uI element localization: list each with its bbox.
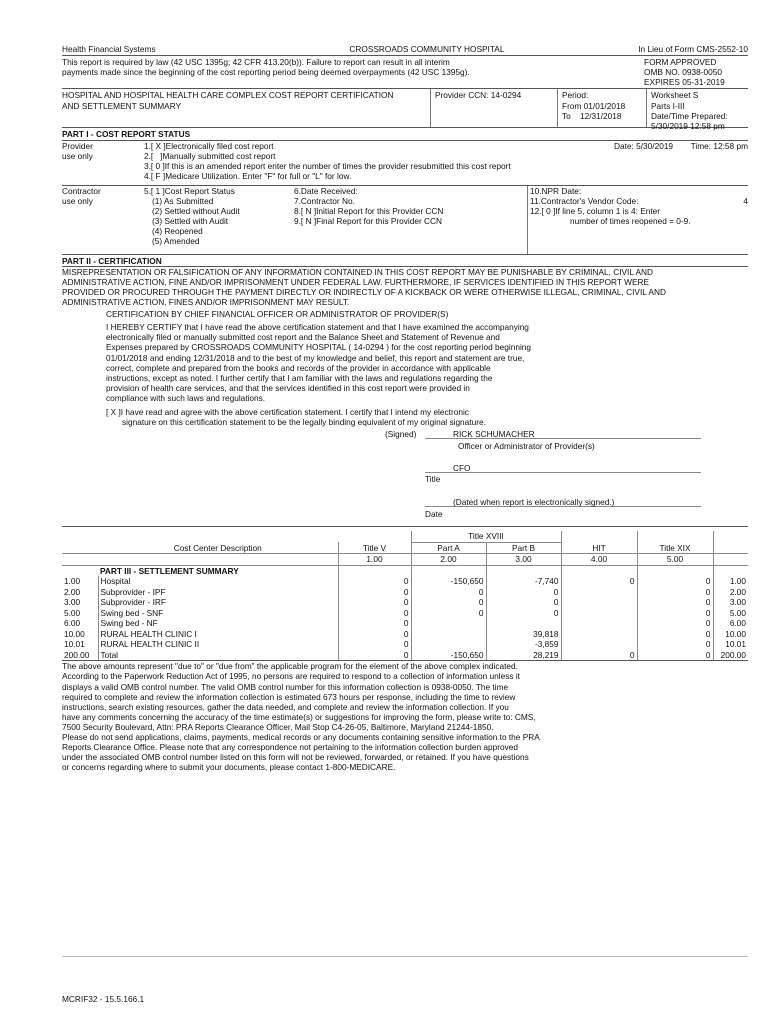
part-a-value: -150,650 (411, 650, 486, 661)
part2-heading: PART II - CERTIFICATION (62, 255, 162, 266)
title-xix-value: 0 (637, 650, 713, 661)
status-option: (5) Amended (152, 236, 200, 247)
part3-heading: PART III - SETTLEMENT SUMMARY (100, 565, 239, 576)
line-ref: 3.00 (713, 597, 748, 608)
contractor-section (62, 186, 748, 254)
part-b-header: Part B (486, 542, 561, 554)
status-item-4: 4.[ F ]Medicare Utilization. Enter "F" for full or "L" for low. (144, 170, 352, 181)
title-v-header: Title V (338, 542, 411, 554)
cert-line: correct, complete and prepared from the books and records of the provider in accordance with applicable (106, 362, 491, 373)
notice-line: According to the Paperwork Reduction Act of 1995, no persons are required to respond to a collection of information unless it (62, 671, 520, 682)
line-ref: 5.00 (713, 608, 748, 619)
cost-center: Total (98, 650, 338, 661)
table-row (62, 597, 748, 608)
settlement-summary-table (62, 531, 748, 660)
part-b-value: 0 (486, 597, 561, 608)
col-num: 1.00 (338, 554, 411, 566)
line-ref: 6.00 (713, 618, 748, 629)
initial-report: 8.[ N ]Initial Report for this Provider CCN (294, 205, 444, 216)
paperwork-notice (62, 661, 748, 772)
report-title: HOSPITAL AND HOSPITAL HEALTH CARE COMPLEX COST REPORT CERTIFICATION (62, 90, 394, 101)
table-row (62, 576, 748, 587)
title-xix-value: 0 (637, 576, 713, 587)
filing-date: Date: 5/30/2019 (614, 140, 674, 151)
vendor-code: 4 (743, 195, 748, 206)
title-v-value: 0 (338, 650, 411, 661)
title-block (62, 89, 748, 131)
status-item-1: 1.[ X ]Electronically filed cost report (144, 140, 274, 151)
line-number: 3.00 (64, 597, 81, 608)
title-v-value: 0 (338, 629, 411, 640)
part-b-value (486, 618, 561, 629)
hit-value: 0 (561, 650, 637, 661)
col-num: 3.00 (486, 554, 561, 566)
period-label: Period: (562, 90, 589, 101)
status-option: (4) Reopened (152, 225, 203, 236)
cost-center: Swing bed - NF (98, 618, 338, 629)
title-xix-value: 0 (637, 597, 713, 608)
cert-line: electronically filed or manually submitted cost report and the Balance Sheet and Statement of Revenue and (106, 332, 500, 343)
page-bottom-rule (62, 956, 748, 957)
signer-name: RICK SCHUMACHER (453, 429, 535, 440)
date-label: Date (425, 509, 443, 520)
contractor-use-label-2: use only (62, 195, 93, 206)
part-a-value: -150,650 (411, 576, 486, 587)
contractor-number: 7.Contractor No. (294, 195, 355, 206)
line-ref: 1.00 (713, 576, 748, 587)
table-row (62, 639, 748, 650)
status-option: (3) Settled with Audit (152, 215, 229, 226)
part-a-value (411, 629, 486, 640)
cost-center-header: Cost Center Description (173, 542, 262, 553)
title-v-value: 0 (338, 576, 411, 587)
cost-center: Hospital (98, 576, 338, 587)
title-v-value: 0 (338, 639, 411, 650)
col-num: 5.00 (637, 554, 713, 566)
part3-heading-row (62, 565, 748, 576)
vendor-code-label: 11.Contractor's Vendor Code: (530, 195, 639, 206)
expiration-date: EXPIRES 05-31-2019 (644, 77, 725, 88)
cert-line: instructions, except as noted. I further certify that I am familiar with the laws and regulations regarding the (106, 372, 493, 383)
line-ref: 200.00 (713, 650, 748, 661)
reopen-count: 12.[ 0 ]If line 5, column 1 is 4: Enter (530, 205, 661, 216)
warning-line: ADMINISTRATIVE ACTION, FINES AND/OR IMPRISONMENT MAY RESULT. (62, 296, 350, 307)
notice-line: or concerns regarding where to submit your documents, please contact 1-800-MEDICARE. (62, 762, 396, 773)
notice-line: Reports Clearance Office. Please note that any correspondence not pertaining to the information collection burden approved (62, 742, 518, 753)
table-row (62, 587, 748, 598)
worksheet-id: Worksheet S (651, 90, 699, 101)
line-ref: 2.00 (713, 587, 748, 598)
title-xix-value: 0 (637, 629, 713, 640)
hit-value (561, 608, 637, 619)
part-a-value (411, 639, 486, 650)
signature-block (62, 429, 748, 525)
period-from: From 01/01/2018 (562, 100, 626, 111)
warning-text (62, 267, 748, 307)
cost-center: RURAL HEALTH CLINIC I (98, 629, 338, 640)
hit-value (561, 618, 637, 629)
certification-text (62, 322, 748, 403)
date-prepared: 5/30/2019 12:58 pm (651, 120, 725, 131)
table-header-row (62, 542, 748, 554)
e-sign-line: signature on this certification statement to be the legally binding equivalent of my original signature. (122, 417, 486, 428)
date-prepared-label: Date/Time Prepared: (651, 110, 728, 121)
title-v-value: 0 (338, 608, 411, 619)
cert-line: Expenses prepared by CROSSROADS COMMUNITY HOSPITAL ( 14-0294 ) for the cost reporting period beginning (106, 342, 532, 353)
line-number: 200.00 (64, 649, 90, 660)
cost-center: RURAL HEALTH CLINIC II (98, 639, 338, 650)
part-b-value: 0 (486, 587, 561, 598)
notice-line: required to complete and review the information collection is estimated 673 hours per response, including the time to review (62, 691, 516, 702)
cert-heading: CERTIFICATION BY CHIEF FINANCIAL OFFICER OR ADMINISTRATOR OF PROVIDER(S) (106, 309, 449, 320)
status-option: (2) Settled without Audit (152, 205, 240, 216)
legal-notice (62, 57, 748, 87)
notice-line: The above amounts represent "due to" or "due from" the applicable program for the element of the above complex indicated. (62, 661, 518, 672)
title-xix-value: 0 (637, 608, 713, 619)
col-num: 4.00 (561, 554, 637, 566)
notice-line: 7500 Security Boulevard, Attn: PRA Reports Clearance Officer, Mail Stop C4-26-05, Baltimore, Maryland 21244-1850. (62, 721, 494, 732)
hit-value (561, 587, 637, 598)
hit-header: HIT (561, 542, 637, 554)
part-a-value: 0 (411, 608, 486, 619)
part-b-value: 0 (486, 608, 561, 619)
table-row (62, 650, 748, 661)
warning-line: ADMINISTRATIVE ACTION, FINE AND/OR IMPRISONMENT UNDER FEDERAL LAW. FURTHERMORE, IF SERVICES IDENTIFIED IN THIS REPORT WERE (62, 276, 649, 287)
line-number: 6.00 (64, 618, 81, 629)
provider-use-label: Provider (62, 140, 93, 151)
software-version: MCRIF32 - 15.5.166.1 (62, 994, 145, 1004)
dated-note: (Dated when report is electronically signed.) (453, 497, 615, 508)
provider-use-label-2: use only (62, 150, 93, 161)
title-label: Title (425, 474, 441, 485)
contractor-use-label: Contractor (62, 185, 101, 196)
final-report: 9.[ N ]Final Report for this Provider CCN (294, 215, 443, 226)
status-item-2: 2.[ ]Manually submitted cost report (144, 150, 276, 161)
title-v-value: 0 (338, 587, 411, 598)
worksheet-parts: Parts I-III (651, 100, 685, 111)
provider-ccn: Provider CCN: 14-0294 (435, 90, 522, 101)
title-v-value: 0 (338, 597, 411, 608)
line-number: 10.00 (64, 628, 85, 639)
hospital-name: CROSSROADS COMMUNITY HOSPITAL (349, 44, 505, 54)
notice-line: under the associated OMB control number listed on this form will not be reviewed, forwarded, or retained. If you have questions (62, 752, 529, 763)
report-subtitle: AND SETTLEMENT SUMMARY (62, 100, 182, 111)
column-number-row (62, 554, 748, 566)
table-row (62, 629, 748, 640)
notice-line: displays a valid OMB control number. The valid OMB control number for this information collection is 0938-0050. The time (62, 681, 509, 692)
omb-number: OMB NO. 0938-0050 (644, 67, 722, 78)
warning-line: PROVIDED OR PROCURED THROUGH THE PAYMENT DIRECTLY OR INDIRECTLY OF A KICKBACK OR WERE OTHERWISE ILLEGAL, CRIMINAL, CIVIL AND (62, 286, 666, 297)
filing-time: Time: 12:58 pm (690, 140, 748, 151)
line-number: 1.00 (64, 576, 81, 587)
software-name: Health Financial Systems (62, 44, 156, 54)
reopen-count-note: number of times reopened = 0-9. (570, 215, 691, 226)
notice-line-2: payments made since the beginning of the cost reporting period being deemed overpayments (42 USC 1395g). (62, 67, 470, 78)
date-received: 6.Date Received: (294, 185, 358, 196)
officer-label: Officer or Administrator of Provider(s) (458, 441, 595, 452)
title-xix-value: 0 (637, 587, 713, 598)
line-number: 2.00 (64, 586, 81, 597)
cert-line: compliance with such laws and regulations. (106, 392, 266, 403)
title-v-value: 0 (338, 618, 411, 629)
part-a-value: 0 (411, 597, 486, 608)
table-header-row (62, 531, 748, 542)
status-field: 5.[ 1 ]Cost Report Status (144, 185, 235, 196)
report-header (62, 44, 748, 54)
part-a-value (411, 618, 486, 629)
form-approved: FORM APPROVED (644, 57, 717, 68)
warning-line: MISREPRESENTATION OR FALSIFICATION OF ANY INFORMATION CONTAINED IN THIS COST REPORT MAY BE PUNISHABLE BY CRIMINAL, CIVIL AND (62, 266, 654, 277)
notice-line: Please do not send applications, claims, payments, medical records or any documents containing sensitive information to the PRA (62, 732, 540, 743)
cert-line: 01/01/2018 and ending 12/31/2018 and to the best of my knowledge and belief, this report and statement are true, (106, 352, 525, 363)
title-xix-header: Title XIX (637, 542, 713, 554)
part-a-value: 0 (411, 587, 486, 598)
signer-title: CFO (453, 463, 471, 474)
provider-status-section (62, 141, 748, 183)
signed-label: (Signed) (385, 429, 417, 440)
hit-value (561, 639, 637, 650)
notice-line-1: This report is required by law (42 USC 1395g; 42 CFR 413.20(b)). Failure to report can result in all interim (62, 57, 450, 68)
cert-line: I HEREBY CERTIFY that I have read the above certification statement and that I have examined the accompanying (106, 322, 529, 333)
line-number: 5.00 (64, 607, 81, 618)
part-b-value: -7,740 (486, 576, 561, 587)
title-xix-value: 0 (637, 618, 713, 629)
cert-line: provision of health care services, and that the services identified in this cost report were provided in (106, 382, 470, 393)
hit-value (561, 597, 637, 608)
line-ref: 10.00 (713, 629, 748, 640)
table-row (62, 608, 748, 619)
part-a-header: Part A (411, 542, 486, 554)
status-item-3: 3.[ 0 ]If this is an amended report enter the number of times the provider resubmitted this cost report (144, 160, 511, 171)
line-ref: 10.01 (713, 639, 748, 650)
part-b-value: 39,818 (486, 629, 561, 640)
title-xviii-header: Title XVIII (411, 531, 561, 542)
part1-heading: PART I - COST REPORT STATUS (62, 129, 191, 140)
col-num: 2.00 (411, 554, 486, 566)
status-option: (1) As Submitted (152, 195, 214, 206)
e-sign-checkbox-line: [ X ]I have read and agree with the above certification statement. I certify that I intend my electronic (106, 407, 469, 418)
table-row (62, 618, 748, 629)
title-xix-value: 0 (637, 639, 713, 650)
hit-value: 0 (561, 576, 637, 587)
part-b-value: 28,219 (486, 650, 561, 661)
notice-line: have any comments concerning the accuracy of the time estimate(s) or suggestions for improving the form, please write to: CMS, (62, 711, 536, 722)
electronic-signature-text (62, 407, 748, 427)
form-number: In Lieu of Form CMS-2552-10 (638, 44, 748, 54)
npr-date: 10.NPR Date: (530, 185, 582, 196)
cost-center: Subprovider - IPF (98, 587, 338, 598)
period-to: To 12/31/2018 (562, 110, 622, 121)
part-b-value: -3,859 (486, 639, 561, 650)
cost-center: Subprovider - IRF (98, 597, 338, 608)
cost-center: Swing bed - SNF (98, 608, 338, 619)
notice-line: instructions, search existing resources, gather the data needed, and complete and review the information collection. If you (62, 701, 509, 712)
hit-value (561, 629, 637, 640)
line-number: 10.01 (64, 639, 85, 650)
